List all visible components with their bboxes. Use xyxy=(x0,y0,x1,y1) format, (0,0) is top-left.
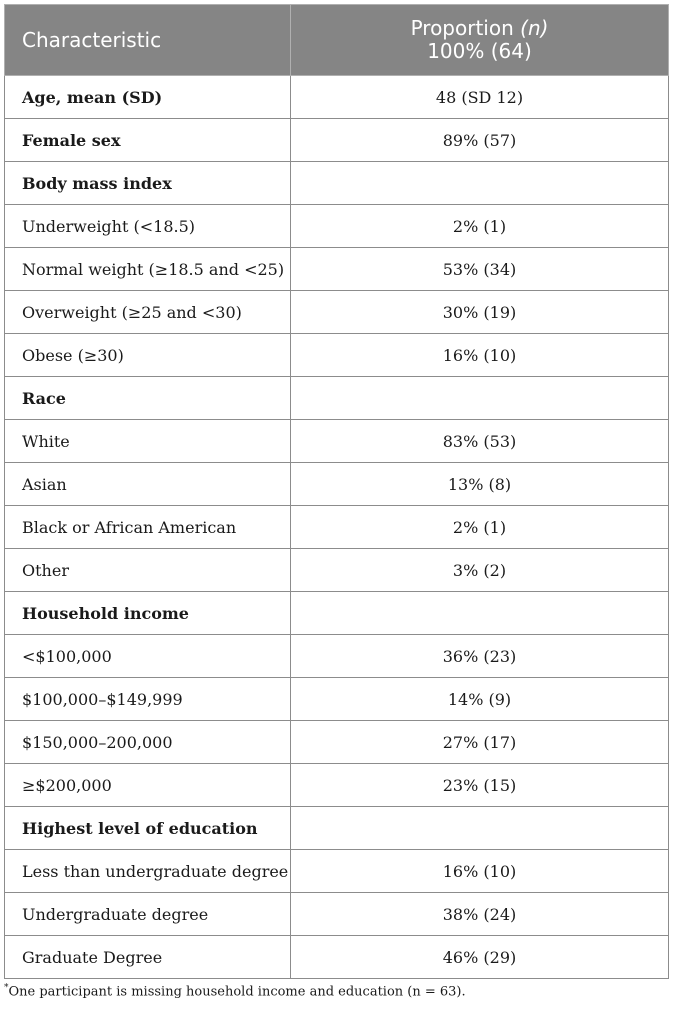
table-row xyxy=(5,420,669,463)
table-row xyxy=(5,721,669,764)
row-label: Female sex xyxy=(5,119,291,162)
row-label: Overweight (≥25 and <30) xyxy=(5,291,291,334)
footnote xyxy=(4,983,668,999)
table-body xyxy=(5,76,669,979)
row-value xyxy=(291,592,669,635)
table-row xyxy=(5,635,669,678)
characteristics-table xyxy=(4,4,669,979)
table-row xyxy=(5,850,669,893)
row-value: 38% (24) xyxy=(291,893,669,936)
row-value: 27% (17) xyxy=(291,721,669,764)
row-value: 2% (1) xyxy=(291,205,669,248)
table-row xyxy=(5,76,669,119)
row-value: 53% (34) xyxy=(291,248,669,291)
row-value: 30% (19) xyxy=(291,291,669,334)
header-proportion xyxy=(291,5,669,76)
table-row xyxy=(5,291,669,334)
row-value xyxy=(291,377,669,420)
row-label: <$100,000 xyxy=(5,635,291,678)
row-value xyxy=(291,162,669,205)
row-label: $100,000–$149,999 xyxy=(5,678,291,721)
header-proportion-label: Proportion xyxy=(410,16,514,40)
footnote-marker: * xyxy=(4,983,9,993)
row-label: Other xyxy=(5,549,291,592)
row-label: Graduate Degree xyxy=(5,936,291,979)
footnote-text: One participant is missing household income and education (n = 63). xyxy=(8,984,466,1000)
table-container xyxy=(4,4,668,979)
table-row xyxy=(5,678,669,721)
row-label: Undergraduate degree xyxy=(5,893,291,936)
row-label: Age, mean (SD) xyxy=(5,76,291,119)
row-label: ≥$200,000 xyxy=(5,764,291,807)
table-row xyxy=(5,506,669,549)
table-row xyxy=(5,936,669,979)
row-value: 36% (23) xyxy=(291,635,669,678)
table-row xyxy=(5,463,669,506)
row-label: Underweight (<18.5) xyxy=(5,205,291,248)
table-row xyxy=(5,807,669,850)
row-value: 16% (10) xyxy=(291,334,669,377)
table-row xyxy=(5,334,669,377)
table-header xyxy=(5,5,669,76)
table-row xyxy=(5,893,669,936)
row-label: Normal weight (≥18.5 and <25) xyxy=(5,248,291,291)
row-label: Asian xyxy=(5,463,291,506)
row-value: 3% (2) xyxy=(291,549,669,592)
row-value: 2% (1) xyxy=(291,506,669,549)
row-value: 83% (53) xyxy=(291,420,669,463)
row-value: 46% (29) xyxy=(291,936,669,979)
row-label: Less than undergraduate degree xyxy=(5,850,291,893)
row-value: 23% (15) xyxy=(291,764,669,807)
row-label: Highest level of education xyxy=(5,807,291,850)
table-row xyxy=(5,162,669,205)
header-total: 100% (64) xyxy=(427,39,532,63)
row-label: Black or African American xyxy=(5,506,291,549)
header-proportion-n: (n) xyxy=(520,16,549,40)
row-value: 48 (SD 12) xyxy=(291,76,669,119)
row-value: 14% (9) xyxy=(291,678,669,721)
row-value: 16% (10) xyxy=(291,850,669,893)
row-value xyxy=(291,807,669,850)
row-label: Household income xyxy=(5,592,291,635)
table-row xyxy=(5,248,669,291)
table-row xyxy=(5,377,669,420)
row-label: Body mass index xyxy=(5,162,291,205)
header-row xyxy=(5,5,669,76)
row-label: White xyxy=(5,420,291,463)
header-characteristic: Characteristic xyxy=(5,5,291,76)
table-row xyxy=(5,592,669,635)
row-label: Obese (≥30) xyxy=(5,334,291,377)
table-row xyxy=(5,764,669,807)
row-value: 89% (57) xyxy=(291,119,669,162)
row-label: $150,000–200,000 xyxy=(5,721,291,764)
row-label: Race xyxy=(5,377,291,420)
table-row xyxy=(5,119,669,162)
row-value: 13% (8) xyxy=(291,463,669,506)
table-row xyxy=(5,549,669,592)
table-row xyxy=(5,205,669,248)
